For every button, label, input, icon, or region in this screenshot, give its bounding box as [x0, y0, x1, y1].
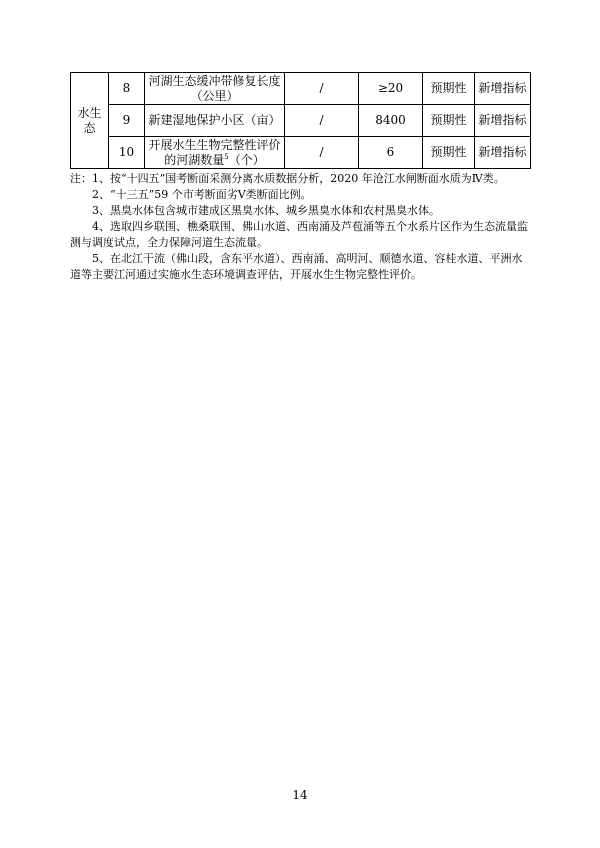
footnote-mark: 5	[224, 152, 229, 161]
base-value: /	[285, 105, 359, 137]
note-item: 3、黑臭水体包含城市建成区黑臭水体、城乡黑臭水体和农村黑臭水体。	[92, 204, 440, 217]
attribute-cell: 预期性	[423, 137, 475, 169]
target-value: 6	[359, 137, 423, 169]
note-item: 2、“十三五”59 个市考断面劣Ⅴ类断面比例。	[92, 188, 312, 201]
note-item: 注：1、按“十四五”国考断面采测分离水质数据分析，2020 年沧江水闸断面水质为Ⅳ类。	[70, 172, 505, 185]
table-row	[71, 105, 531, 137]
indicator-table	[70, 72, 531, 169]
table-row	[71, 137, 531, 169]
indicator-name: 新建湿地保护小区（亩）	[145, 105, 285, 137]
footnotes	[70, 171, 530, 283]
indicator-name: 河湖生态缓冲带修复长度（公里）	[145, 73, 285, 105]
row-number: 9	[109, 105, 145, 137]
indicator-name	[145, 137, 285, 169]
row-number: 10	[109, 137, 145, 169]
category-cell: 水生态	[71, 73, 109, 169]
target-value: ≥20	[359, 73, 423, 105]
indicator-unit: （个）	[228, 152, 265, 167]
indicator-name-text: 开展水生生物完整性评价的河湖数量	[148, 137, 281, 167]
note-item: 5、在北江干流（佛山段，含东平水道）、西南涌、高明河、顺德水道、容桂水道、平洲水道等主要江河通过实施水生态环境调查评估，开展水生生物完整性评价。	[70, 252, 523, 281]
note-cell: 新增指标	[475, 137, 531, 169]
attribute-cell: 预期性	[423, 105, 475, 137]
base-value: /	[285, 137, 359, 169]
note-cell: 新增指标	[475, 105, 531, 137]
page-number: 14	[292, 788, 308, 802]
attribute-cell: 预期性	[423, 73, 475, 105]
row-number: 8	[109, 73, 145, 105]
table-row	[71, 73, 531, 105]
note-item: 4、选取四乡联围、樵桑联围、佛山水道、西南涌及芦苞涌等五个水系片区作为生态流量监测与调度试点，全力保障河道生态流量。	[70, 220, 528, 249]
base-value: /	[285, 73, 359, 105]
note-cell: 新增指标	[475, 73, 531, 105]
target-value: 8400	[359, 105, 423, 137]
